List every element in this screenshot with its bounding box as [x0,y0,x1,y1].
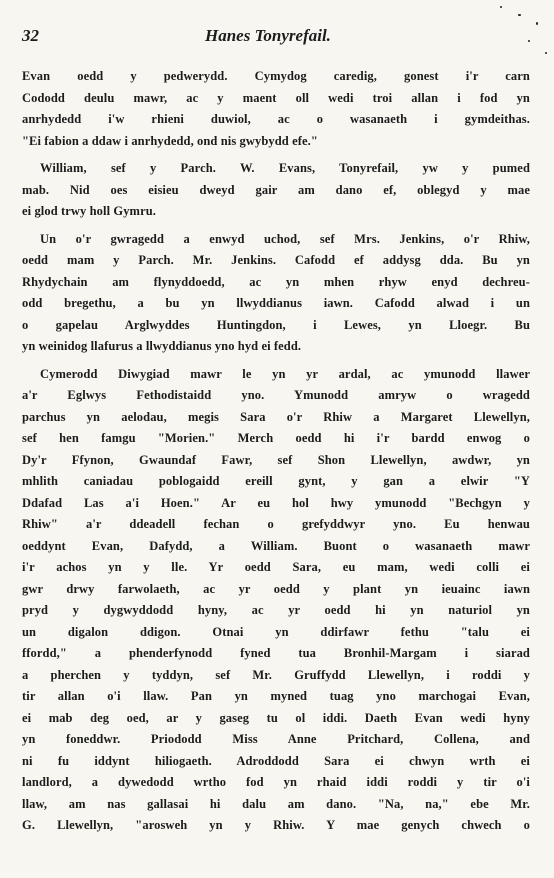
page-header [22,26,542,52]
text-line: parchus yn aelodau, megis Sara o'r Rhiw a Margaret Llewellyn, [22,409,530,424]
text-line: Cododd deulu mawr, ac y maent oll wedi troi allan i fod yn [22,90,530,105]
text-line: Ddafad Las a'i Hoen." Ar eu hol hwy ymunodd "Bechgyn y [22,495,530,510]
running-title: Hanes Tonyrefail. [205,26,331,45]
text-line: Dy'r Ffynon, Gwaundaf Fawr, sef Shon Llewellyn, awdwr, yn [22,452,530,467]
scan-speck [536,22,538,25]
text-line: odd bregethu, a bu yn llwyddianus iawn. Cafodd alwad i un [22,296,530,310]
text-line: a'r Eglwys Fethodistaidd yno. Ymunodd amryw o wragedd [22,388,530,402]
text-line: mab. Nid oes eisieu dweyd gair am dano ef, oblegyd y mae [22,182,530,197]
text-line: William, sef y Parch. W. Evans, Tonyrefail, yw y pumed [40,161,530,175]
text-line: Rhydychain am flynyddoedd, ac yn mhen rhyw enyd dechreu- [22,274,530,289]
page-number: 32 [22,26,39,45]
text-line: o gapelau Arglwyddes Huntingdon, i Lewes, yn Lloegr. Bu [22,317,530,332]
text-line: yn weinidog llafurus a llwyddianus yno hyd ei fedd. [22,339,302,353]
text-line: pryd y dygwyddodd hyny, ac yr oedd hi yn naturiol yn [22,603,530,617]
text-line: a pherchen y tyddyn, sef Mr. Gruffydd Llewellyn, i roddi y [22,667,530,682]
text-line: ffordd," a phenderfynodd fyned tua Bronhil-Margam i siarad [22,646,530,660]
paragraph [22,229,530,358]
text-line: un digalon ddigon. Otnai yn ddirfawr fethu "talu ei [22,624,530,639]
paragraph [22,66,530,152]
text-line: landlord, a dywedodd wrtho fod yn rhaid iddi roddi y tir o'i [22,775,530,789]
text-line: "Ei fabion a ddaw i anrhydedd, ond nis gwybydd efe." [22,133,318,148]
text-line: oedd mam y Parch. Mr. Jenkins. Cafodd ef addysg dda. Bu yn [22,253,530,267]
text-line: Rhiw" a'r ddeadell fechan o grefyddwyr yno. Eu henwau [22,517,530,531]
text-line: anrhydedd i'w rhieni duwiol, ac o wasanaeth i gymdeithas. [22,112,530,126]
scan-speck [500,6,502,8]
text-line: Cymerodd Diwygiad mawr le yn yr ardal, ac ymunodd llawer [40,366,530,381]
text-line: tir allan o'i llaw. Pan yn myned tuag yno marchogai Evan, [22,689,530,703]
text-line: llaw, am nas gallasai hi dalu am dano. "Na, na," ebe Mr. [22,796,530,811]
text-line: ni fu iddynt hiliogaeth. Adroddodd Sara ei chwyn wrth ei [22,753,530,768]
text-line: oeddynt Evan, Dafydd, a William. Buont o wasanaeth mawr [22,538,530,553]
text-line: Evan oedd y pedwerydd. Cymydog caredig, gonest i'r carn [22,69,530,83]
text-line: mhlith caniadau poblogaidd ereill gynt, y gan a elwir "Y [22,474,530,488]
text-line: i'r achos yn y lle. Yr oedd Sara, eu mam, wedi colli ei [22,560,530,574]
scan-speck [545,52,547,54]
text-line: yn foneddwr. Priododd Miss Anne Pritchard, Collena, and [22,732,530,746]
scan-speck [518,14,521,16]
text-line: gwr drwy farwolaeth, ac yr oedd y plant yn ieuainc iawn [22,581,530,596]
body-text [22,66,530,843]
text-line: sef hen famgu "Morien." Merch oedd hi i'r bardd enwog o [22,431,530,445]
text-line: Un o'r gwragedd a enwyd uchod, sef Mrs. Jenkins, o'r Rhiw, [40,231,530,246]
text-line: ei mab deg oed, ar y gaseg tu ol iddi. Daeth Evan wedi hyny [22,710,530,725]
text-line: G. Llewellyn, "arosweh yn y Rhiw. Y mae genych chwech o [22,818,530,832]
scan-speck [528,40,530,42]
text-line: ei glod trwy holl Gymru. [22,204,156,218]
paragraph [22,158,530,223]
paragraph [22,364,530,837]
